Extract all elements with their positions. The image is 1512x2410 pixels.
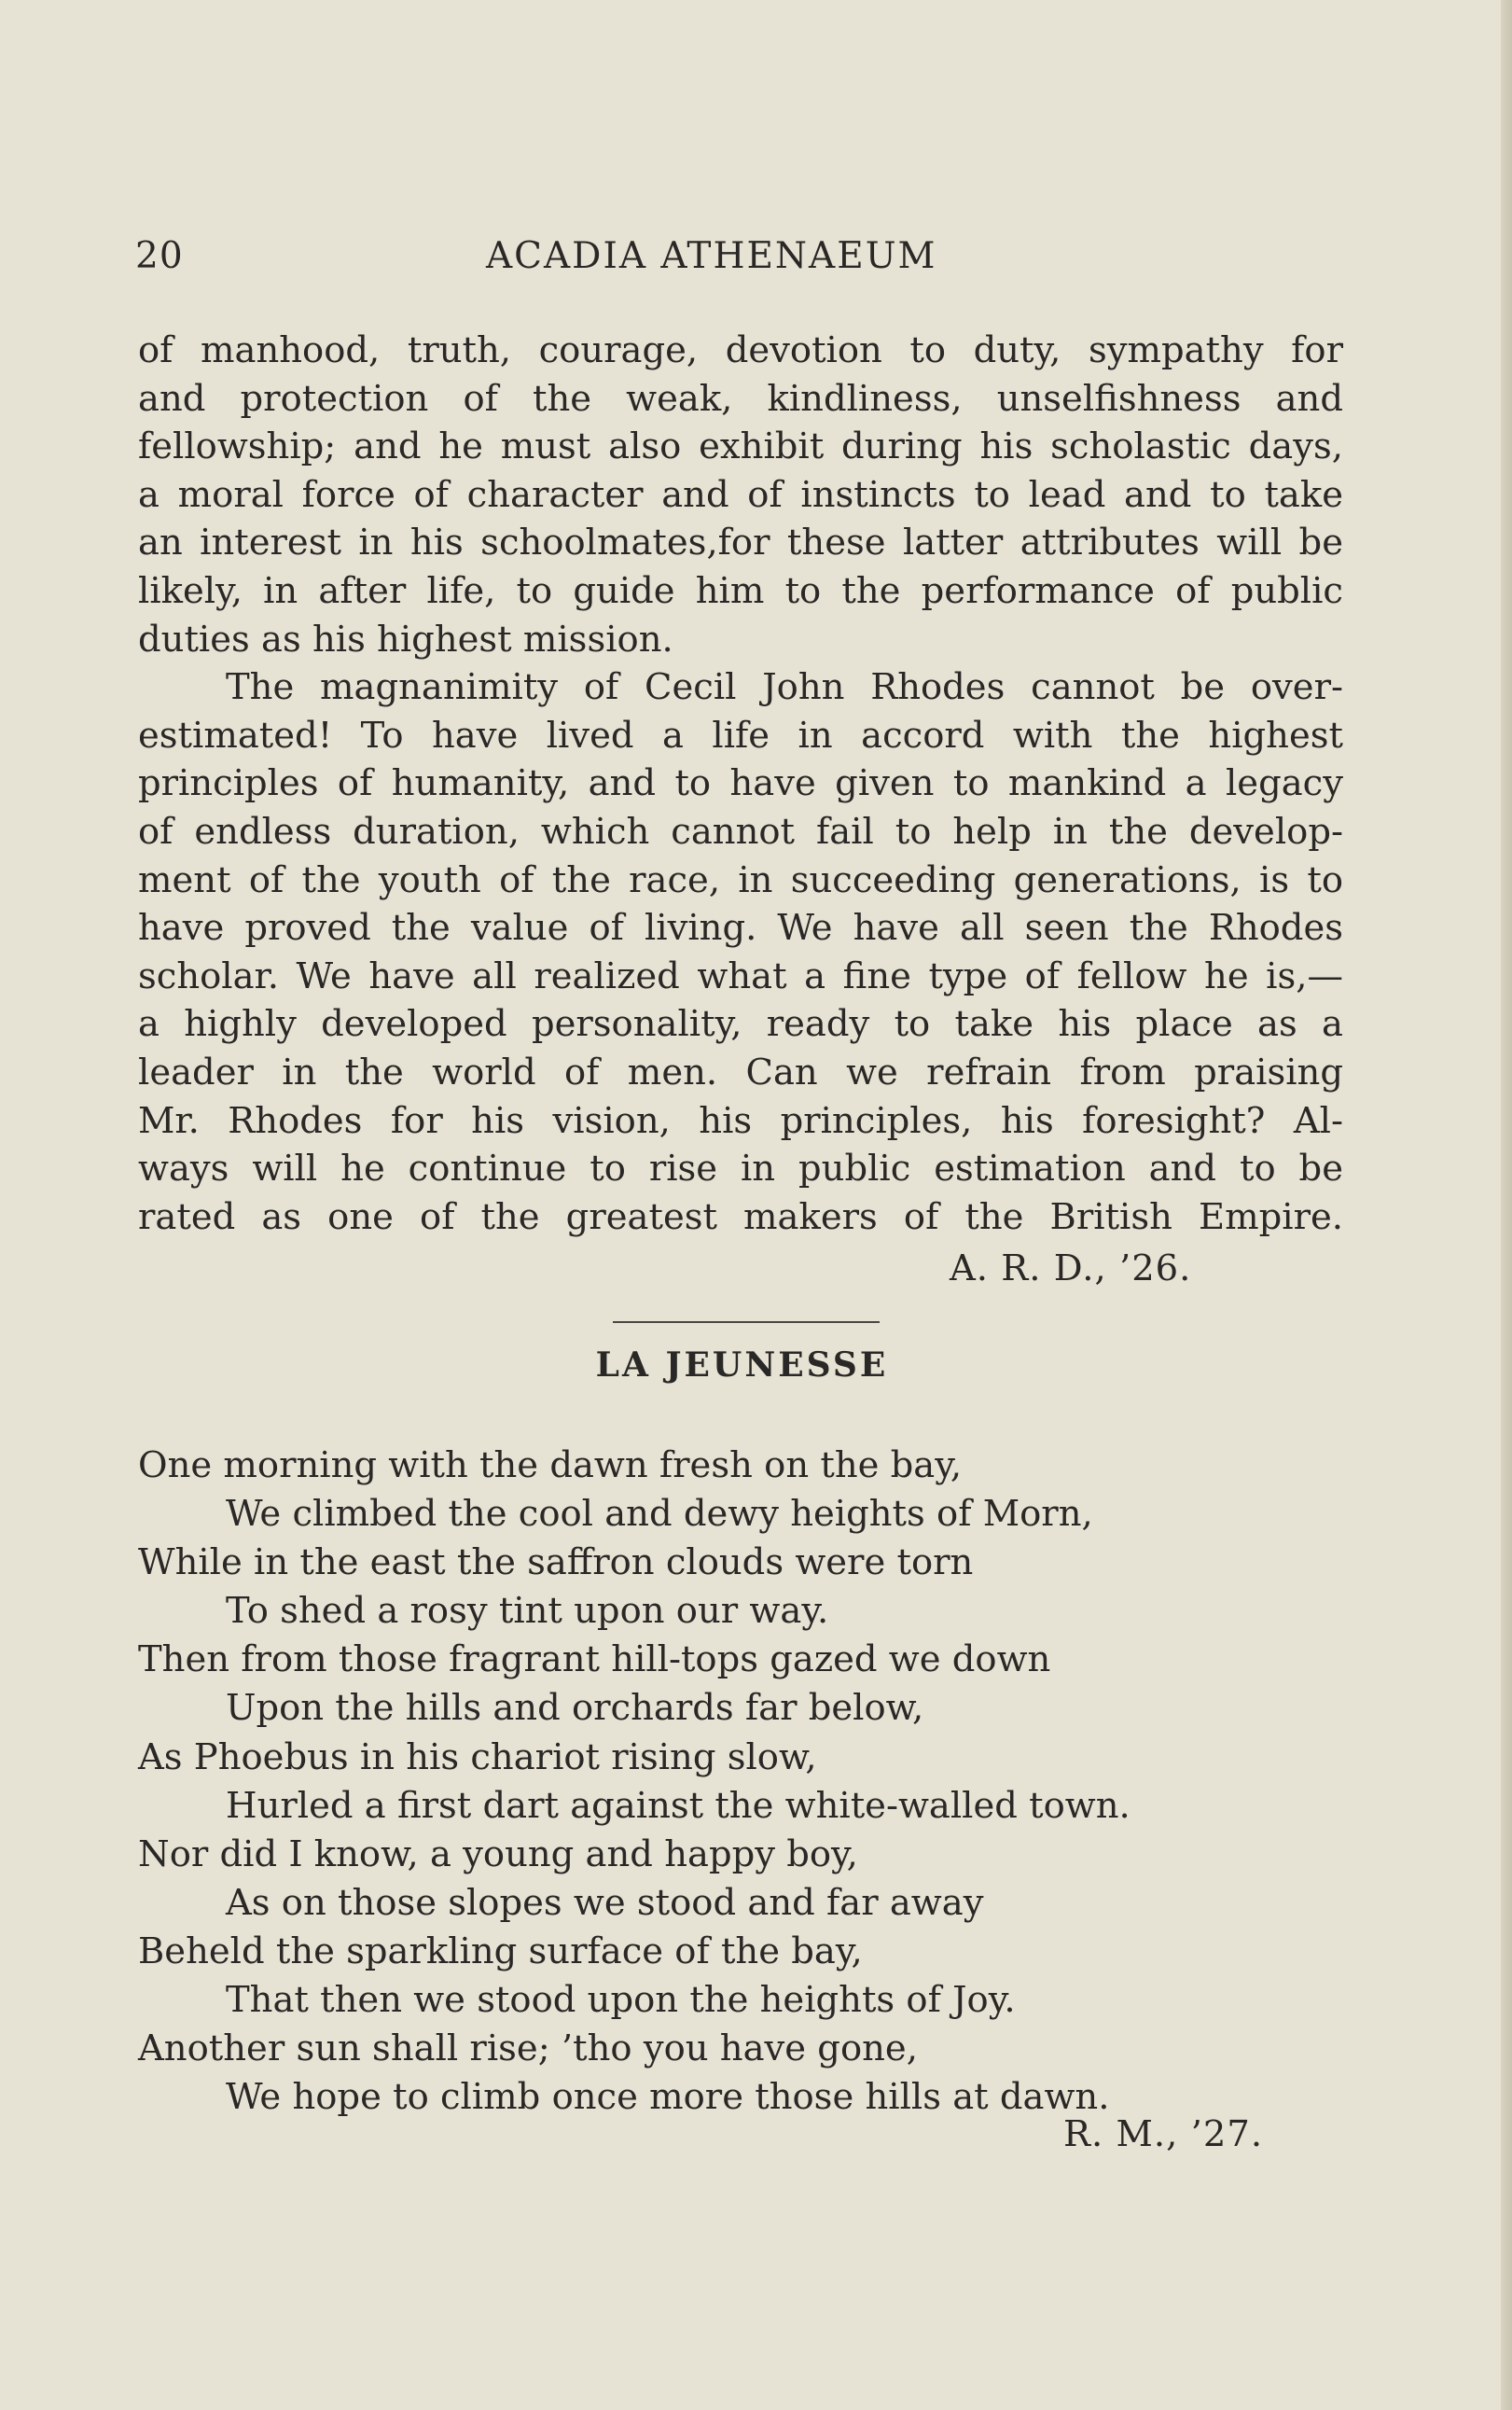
page-header (135, 235, 1343, 287)
page-edge (1501, 0, 1512, 2410)
poem-verse: Hurled a first dart against the white-walled town. (226, 1784, 1131, 1827)
essay-line: leader in the world of men. Can we refrain from praising (138, 1051, 1343, 1094)
essay-line: of manhood, truth, courage, devotion to duty, sympathy for (138, 329, 1343, 371)
essay-line: fellowship; and he must also exhibit during his scholastic days, (138, 425, 1343, 468)
essay-line: have proved the value of living. We have all seen the Rhodes (138, 907, 1343, 950)
essay-line: a highly developed personality, ready to take his place as a (138, 1003, 1343, 1046)
essay-line: The magnanimity of Cecil John Rhodes cannot be over- (226, 666, 1343, 709)
poem-verse: Another sun shall rise; ’tho you have gone, (138, 2027, 918, 2070)
essay-line: ment of the youth of the race, in succeeding generations, is to (138, 858, 1343, 901)
essay-line: duties as his highest mission. (138, 618, 673, 661)
poem-verse: We hope to climb once more those hills at dawn. (226, 2076, 1110, 2119)
poem-verse: One morning with the dawn fresh on the bay, (138, 1444, 963, 1486)
running-title: ACADIA ATHENAEUM (486, 235, 937, 277)
poem-verse: While in the east the saffron clouds were torn (138, 1541, 974, 1584)
poem-verse: To shed a rosy tint upon our way. (226, 1590, 829, 1633)
poem-title (0, 1345, 1512, 1385)
poem-verse: As on those slopes we stood and far away (226, 1881, 984, 1924)
poem-text (138, 1442, 1257, 2122)
poem-signature: R. M., ’27. (1063, 2113, 1264, 2155)
poem-title-text: LA JEUNESSE (595, 1345, 889, 1385)
essay-line: rated as one of the greatest makers of the British Empire. (138, 1195, 1343, 1238)
essay-text (138, 327, 1343, 1241)
essay-line: likely, in after life, to guide him to the performance of public (138, 569, 1343, 612)
poem-verse: We climbed the cool and dewy heights of Morn, (226, 1493, 1093, 1536)
essay-line: principles of humanity, and to have given to mankind a legacy (138, 762, 1343, 805)
essay-line: scholar. We have all realized what a fine type of fellow he is,— (138, 954, 1343, 997)
poem-verse: Beheld the sparkling surface of the bay, (138, 1929, 863, 1972)
essay-line: a moral force of character and of instincts to lead and to take (138, 473, 1343, 516)
essay-signature: A. R. D., ’26. (950, 1247, 1192, 1289)
essay-line: an interest in his schoolmates,for these latter attributes will be (138, 522, 1343, 564)
essay-line: Mr. Rhodes for his vision, his principles, his foresight? Al- (138, 1099, 1343, 1142)
page-number: 20 (135, 235, 184, 277)
poem-verse: That then we stood upon the heights of Joy. (226, 1979, 1016, 2022)
essay-line: of endless duration, which cannot fail to help in the develop- (138, 810, 1343, 853)
poem-verse: As Phoebus in his chariot rising slow, (138, 1735, 817, 1778)
essay-line: estimated! To have lived a life in accord with the highest (138, 714, 1343, 757)
poem-verse: Upon the hills and orchards far below, (226, 1687, 924, 1730)
poem-verse: Then from those fragrant hill-tops gazed we down (138, 1638, 1051, 1681)
section-divider (613, 1321, 880, 1323)
poem-verse: Nor did I know, a young and happy boy, (138, 1832, 858, 1875)
essay-line: and protection of the weak, kindliness, unselfishness and (138, 377, 1343, 420)
essay-line: ways will he continue to rise in public estimation and to be (138, 1148, 1343, 1191)
